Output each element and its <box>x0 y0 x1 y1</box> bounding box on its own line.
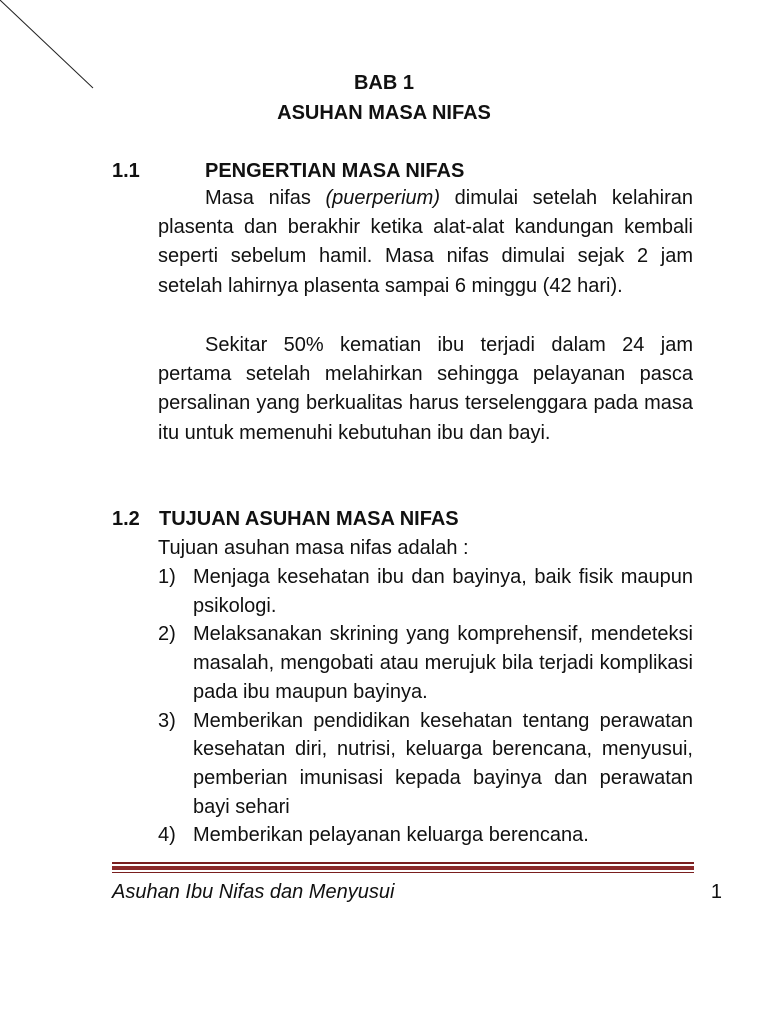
section-1-number: 1.1 <box>112 160 140 182</box>
section-1-paragraph-2: Sekitar 50% kematian ibu terjadi dalam 24 jam pertama setelah melahirkan sehingga pelayanan pasca persalinan yang berkualitas harus terselenggara pada masa itu untuk memenuhi kebutuhan ibu dan bayi. <box>158 334 693 444</box>
list-item-text: Menjaga kesehatan ibu dan bayinya, baik fisik maupun psikologi. <box>193 566 693 617</box>
footer-rule <box>112 866 694 870</box>
chapter-title: ASUHAN MASA NIFAS <box>277 102 491 124</box>
list-item-number: 4) <box>158 824 176 847</box>
list-item-text: Melaksanakan skrining yang komprehensif, mendeteksi masalah, mengobati atau merujuk bila terjadi komplikasi pada ibu maupun bayinya. <box>193 623 693 703</box>
section-2-intro: Tujuan asuhan masa nifas adalah : <box>158 537 469 559</box>
page-number: 1 <box>710 881 722 903</box>
list-item <box>158 821 693 850</box>
goals-list <box>158 563 693 850</box>
list-item <box>158 620 693 706</box>
p1-italic-term: (puerperium) <box>325 187 440 209</box>
list-item-number: 1) <box>158 566 176 588</box>
footer-rule <box>112 872 694 873</box>
p1-text-end: dimulai setelah kelahiran plasenta dan berakhir ketika alat-alat kandungan kembali seperti sebelum hamil. Masa nifas dimulai sejak 2 jam setelah lahirnya plasenta sampai 6 minggu (42 hari). <box>158 187 694 297</box>
list-item-number: 2) <box>158 623 176 646</box>
section-2-number: 1.2 <box>112 508 140 530</box>
list-item <box>158 707 693 822</box>
footer-rule <box>112 862 694 864</box>
footer-title: Asuhan Ibu Nifas dan Menyusui <box>112 881 395 903</box>
list-item-text: Memberikan pelayanan keluarga berencana. <box>193 824 589 847</box>
p1-text-start: Masa nifas <box>205 187 326 209</box>
section-2-title: TUJUAN ASUHAN MASA NIFAS <box>159 508 459 530</box>
list-item <box>158 563 693 620</box>
list-item-text: Memberikan pendidikan kesehatan tentang perawatan kesehatan diri, nutrisi, keluarga berencana, menyusui, pemberian imunisasi kepada bayinya dan perawatan bayi sehari <box>193 709 693 818</box>
list-item-number: 3) <box>158 709 176 732</box>
section-1-title: PENGERTIAN MASA NIFAS <box>205 160 465 182</box>
chapter-label: BAB 1 <box>353 72 414 94</box>
section-1-paragraph-1 <box>158 184 693 301</box>
